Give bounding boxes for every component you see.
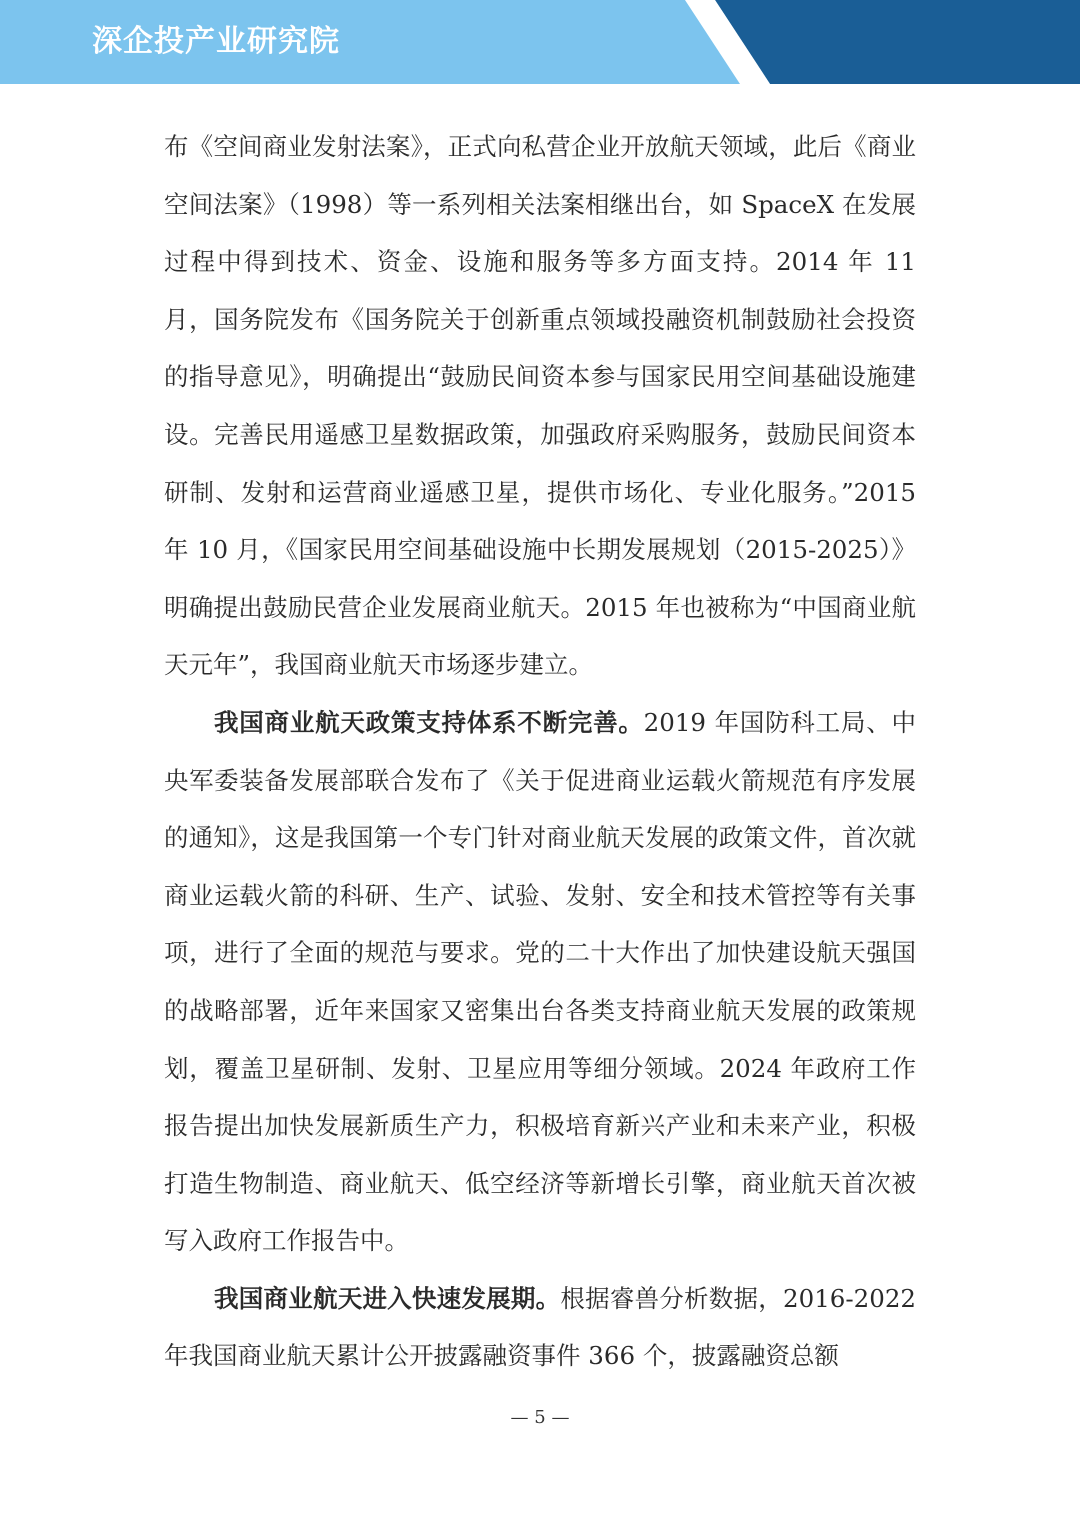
document-body	[164, 118, 916, 1385]
page-header	[0, 0, 1080, 84]
header-dark-band	[715, 0, 1080, 84]
paragraph-1: 布《空间商业发射法案》，正式向私营企业开放航天领域，此后《商业空间法案》（1998）等一系列相关法案相继出台，如 SpaceX 在发展过程中得到技术、资金、设施和服务等多方面支持。2014 年 11 月，国务院发布《国务院关于创新重点领域投融资机制鼓励社会投资的指导意见》，明确提出“鼓励民间资本参与国家民用空间基础设施建设。完善民用遥感卫星数据政策，加强政府采购服务，鼓励民间资本研制、发射和运营商业遥感卫星，提供市场化、专业化服务。”2015 年 10 月，《国家民用空间基础设施中长期发展规划（2015-2025）》明确提出鼓励民营企业发展商业航天。2015 年也被称为“中国商业航天元年”，我国商业航天市场逐步建立。	[164, 132, 916, 680]
paragraph-2-text: 2019 年国防科工局、中央军委装备发展部联合发布了《关于促进商业运载火箭规范有序发展的通知》，这是我国第一个专门针对商业航天发展的政策文件，首次就商业运载火箭的科研、生产、试验、发射、安全和技术管控等有关事项，进行了全面的规范与要求。党的二十大作出了加快建设航天强国的战略部署，近年来国家又密集出台各类支持商业航天发展的政策规划，覆盖卫星研制、发射、卫星应用等细分领域。2024 年政府工作报告提出加快发展新质生产力，积极培育新兴产业和未来产业，积极打造生物制造、商业航天、低空经济等新增长引擎，商业航天首次被写入政府工作报告中。	[164, 707, 917, 1256]
paragraph-2-lead: 我国商业航天政策支持体系不断完善。	[214, 707, 644, 737]
paragraph-2	[164, 694, 916, 1270]
paragraph-3	[164, 1270, 916, 1385]
header-title: 深企投产业研究院	[92, 24, 340, 59]
paragraph-3-lead: 我国商业航天进入快速发展期。	[214, 1283, 561, 1313]
paragraph-3-text: 根据睿兽分析数据，2016-2022 年我国商业航天累计公开披露融资事件 366 个，披露融资总额	[164, 1283, 916, 1371]
page-number: — 5 —	[510, 1407, 570, 1428]
